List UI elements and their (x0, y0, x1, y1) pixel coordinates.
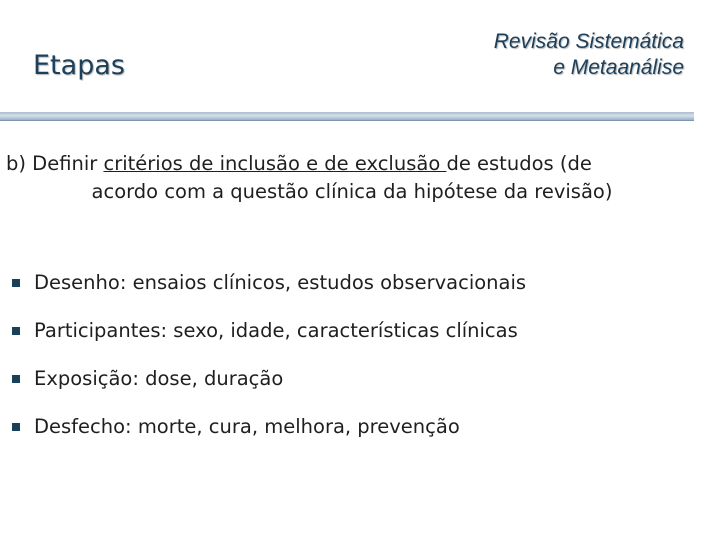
bullet-text: Desenho: ensaios clínicos, estudos observacionais (34, 270, 527, 294)
lead-line-1 (6, 150, 718, 178)
bullet-text: Exposição: dose, duração (34, 366, 284, 390)
list-item (12, 402, 526, 450)
lead-text-prefix: b) Definir (6, 152, 104, 175)
square-bullet-icon (12, 279, 20, 287)
bullet-text: Desfecho: morte, cura, melhora, prevenção (34, 414, 460, 438)
bullet-list (12, 258, 526, 450)
square-bullet-icon (12, 375, 20, 383)
lead-text-suffix: de estudos (de (446, 152, 592, 175)
slide-subtitle (494, 29, 684, 81)
header-divider (0, 112, 694, 121)
list-item (12, 306, 526, 354)
subtitle-line-1: Revisão Sistemática (493, 30, 684, 53)
list-item (12, 354, 526, 402)
square-bullet-icon (12, 327, 20, 335)
lead-text-underlined: critérios de inclusão e de exclusão (103, 152, 447, 175)
subtitle-line-2: e Metaanálise (553, 56, 684, 79)
bullet-text: Participantes: sexo, idade, características clínicas (34, 318, 518, 342)
lead-paragraph (6, 150, 718, 206)
list-item (12, 258, 526, 306)
square-bullet-icon (12, 423, 20, 431)
slide-title: Etapas (33, 50, 125, 81)
lead-line-2: acordo com a questão clínica da hipótese da revisão) (91, 180, 613, 203)
